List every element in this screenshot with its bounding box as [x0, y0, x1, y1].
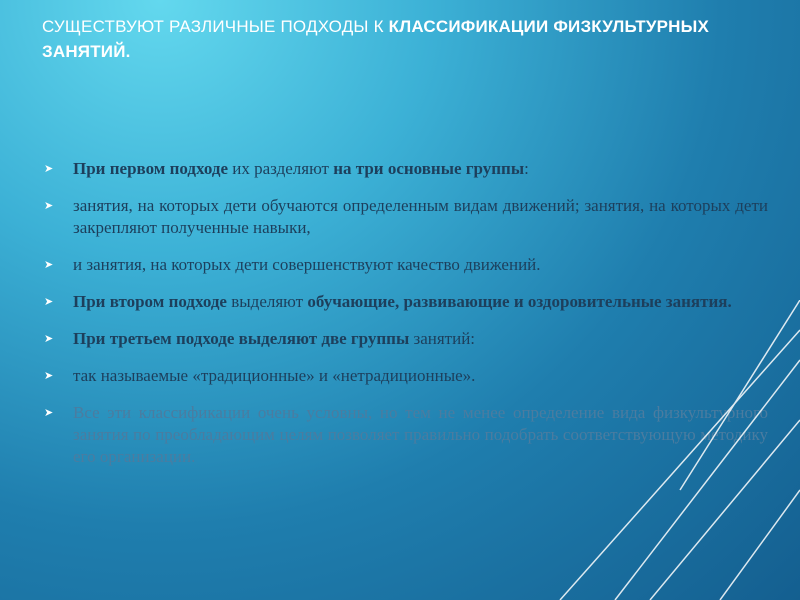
item-text: и занятия, на которых дети совершенствуют качество движений. — [73, 255, 541, 274]
arrow-bullet-icon: ➤ — [44, 333, 54, 345]
list-item-group-3 — [44, 254, 768, 276]
arrow-bullet-icon: ➤ — [44, 163, 54, 175]
slide-title — [42, 14, 742, 64]
arrow-bullet-icon: ➤ — [44, 259, 54, 271]
item-text: их разделяют — [228, 159, 334, 178]
item-text: так называемые «традиционные» и «нетрадиционные». — [73, 366, 476, 385]
item-text: : — [524, 159, 529, 178]
item-text: занятий: — [409, 329, 476, 348]
item-bold-text: обучающие, развивающие и оздоровительные занятия. — [307, 292, 732, 311]
arrow-bullet-icon: ➤ — [44, 407, 54, 419]
item-text: занятия, на которых дети обучаются определенным видам движений; занятия, на которых дети закрепляют полученные навыки, — [73, 196, 768, 237]
title-bold: КЛАССИФИКАЦИИ ФИЗКУЛЬТУРНЫХ ЗАНЯТИЙ. — [42, 17, 710, 61]
item-text: выделяют — [226, 292, 308, 311]
arrow-bullet-icon: ➤ — [44, 296, 54, 308]
list-item-group-1-2 — [44, 195, 768, 239]
item-text: Все эти классификации очень условны, но тем не менее определение вида физкультурного занятия по преобладающим целям позволяет правильно подобрать соответствующую методику его организации. — [73, 403, 768, 466]
item-bold-text: При третьем подходе выделяют две группы — [73, 329, 410, 348]
item-bold-text: При первом подходе — [73, 159, 229, 178]
title-normal: СУЩЕСТВУЮТ РАЗЛИЧНЫЕ ПОДХОДЫ К — [42, 17, 389, 36]
arrow-bullet-icon: ➤ — [44, 200, 54, 212]
item-bold-text: При втором подходе — [73, 292, 227, 311]
item-bold-text: на три основные группы — [333, 159, 525, 178]
list-item-first-approach — [44, 158, 768, 180]
decorative-lines — [540, 300, 800, 600]
arrow-bullet-icon: ➤ — [44, 370, 54, 382]
